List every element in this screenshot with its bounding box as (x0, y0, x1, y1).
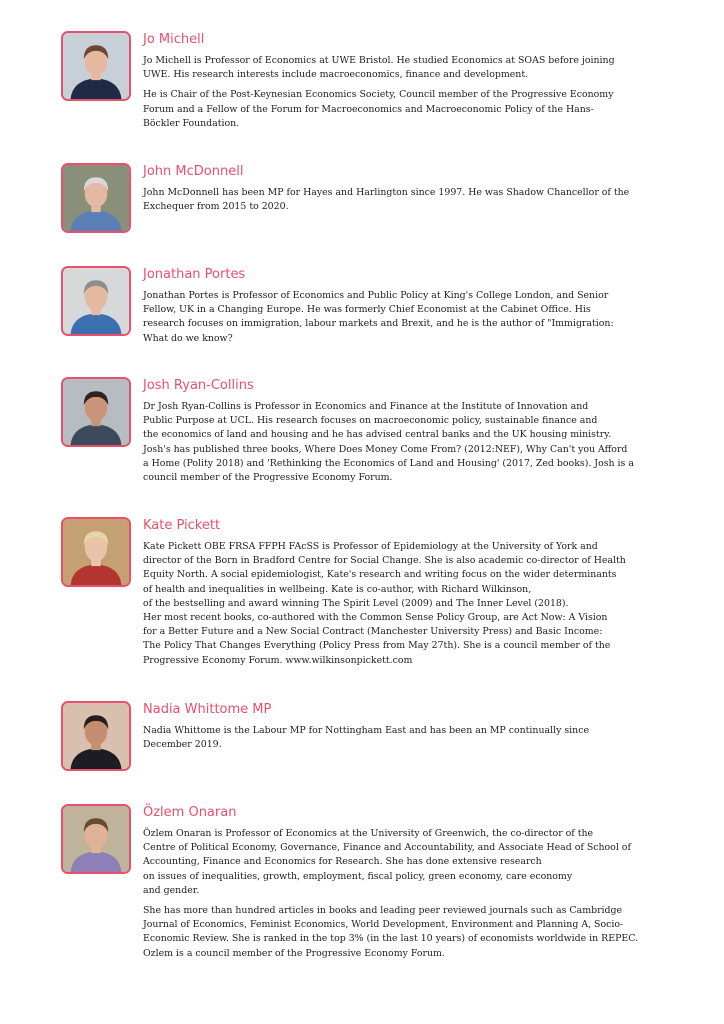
bio-line: Her most recent books, co-authored with the Common Sense Policy Group, are Act Now: A Vision (143, 612, 608, 624)
bio-line: Ozlem is a council member of the Progressive Economy Forum. (143, 947, 445, 959)
bio-text (143, 163, 675, 220)
bio-name: Kate Pickett (143, 518, 221, 533)
bio-line: Forum and a Fellow of the Forum for Macroeconomics and Macroeconomic Policy of the Hans- (143, 103, 594, 115)
bio-text (143, 701, 675, 758)
bio-text (143, 266, 675, 352)
bio-paragraph (143, 827, 675, 898)
bio-text (143, 377, 675, 491)
bio-paragraph (143, 289, 675, 346)
portrait-photo (61, 804, 131, 874)
portrait-photo (61, 266, 131, 336)
portrait-photo (61, 163, 131, 233)
bio-paragraph (143, 540, 675, 668)
bio-line: John McDonnell has been MP for Hayes and Harlington since 1997. He was Shadow Chancellor of the (143, 187, 630, 198)
portrait-photo (61, 701, 131, 771)
bio-line: Equity North. A social epidemiologist, Kate's research and writing focus on the wider determinants (143, 569, 617, 581)
bio-line: Journal of Economics, Feminist Economics, World Development, Environment and Planning A, Socio- (143, 919, 624, 931)
bio-line: Josh's has published three books, Where Does Money Come From? (2012:NEF), Why Can't you Afford (143, 443, 628, 455)
bio-paragraph (143, 724, 675, 752)
bio-line: Fellow, UK in a Changing Europe. He was formerly Chief Economist at the Cabinet Office. His (143, 304, 591, 316)
bio-line: Jonathan Portes is Professor of Economics and Public Policy at King's College London, and Senior (143, 290, 609, 301)
bio-line: director of the Born in Bradford Centre for Social Change. She is also academic co-director of Health (143, 555, 626, 567)
bio-line: Böckler Foundation. (143, 117, 240, 129)
bio-line: Nadia Whittome is the Labour MP for Nottingham East and has been an MP continually since (143, 725, 590, 736)
bio-name: Jo Michell (143, 32, 205, 47)
bio-line: Accounting, Finance and Economics for Research. She has done extensive research (143, 856, 542, 868)
bio-line: Exchequer from 2015 to 2020. (143, 201, 289, 213)
bio-line: Özlem Onaran is Professor of Economics at the University of Greenwich, the co-director of the (143, 828, 594, 839)
bio-line: December 2019. (143, 739, 222, 751)
bio-line: The Policy That Changes Everything (Policy Press from May 27th). She is a council member of the (143, 640, 611, 652)
bio-line: of health and inequalities in wellbeing. Kate is co-author, with Richard Wilkinson, (143, 583, 532, 595)
bio-text (143, 517, 675, 674)
bio-name: Nadia Whittome MP (143, 702, 272, 717)
bio-line: She has more than hundred articles in books and leading peer reviewed journals such as Cambridge (143, 905, 623, 917)
bio-text (143, 804, 675, 967)
bio-line: council member of the Progressive Economy Forum. (143, 472, 393, 484)
portrait-photo (61, 377, 131, 447)
portrait-photo (61, 517, 131, 587)
bio-text (143, 31, 675, 137)
bio-line: Economic Review. She is ranked in the top 3% (in the last 10 years) of economists worldwide in REPEC. (143, 933, 639, 945)
bio-line: Public Purpose at UCL. His research focuses on macroeconomic policy, sustainable finance and (143, 415, 598, 427)
bio-line: for a Better Future and a New Social Contract (Manchester University Press) and Basic Income: (143, 626, 603, 638)
bio-paragraph (143, 186, 675, 214)
bio-line: Kate Pickett OBE FRSA FFPH FAcSS is Professor of Epidemiology at the University of York and (143, 541, 598, 552)
bio-line: and gender. (143, 884, 200, 896)
bio-line: Dr Josh Ryan-Collins is Professor in Economics and Finance at the Institute of Innovation and (143, 401, 589, 412)
bio-paragraph (143, 400, 675, 485)
bio-line: He is Chair of the Post-Keynesian Economics Society, Council member of the Progressive Economy (143, 89, 614, 101)
bio-line: a Home (Polity 2018) and 'Rethinking the Economics of Land and Housing' (2017, Zed books). Josh is a (143, 457, 634, 469)
bio-line: research focuses on immigration, labour markets and Brexit, and he is the author of "Immigration: (143, 318, 614, 330)
bio-line: the economics of land and housing and he has advised central banks and the UK housing ministry. (143, 429, 612, 441)
bio-paragraph (143, 54, 675, 82)
bio-line: UWE. His research interests include macroeconomics, finance and development. (143, 69, 529, 81)
bio-line: Progressive Economy Forum. www.wilkinsonpickett.com (143, 654, 413, 666)
bio-paragraph (143, 904, 675, 961)
bio-name: Jonathan Portes (143, 267, 246, 282)
portrait-photo (61, 31, 131, 101)
bio-line: What do we know? (143, 332, 233, 344)
bio-line: Centre of Political Economy, Governance, Finance and Accountability, and Associate Head of School of (143, 842, 631, 854)
bio-name: Özlem Onaran (143, 805, 237, 820)
bio-name: Josh Ryan-Collins (143, 378, 254, 393)
bio-line: Jo Michell is Professor of Economics at UWE Bristol. He studied Economics at SOAS before joining (143, 55, 615, 66)
bio-name: John McDonnell (143, 164, 244, 179)
bio-line: on issues of inequalities, growth, employment, fiscal policy, green economy, care economy (143, 870, 573, 882)
bio-paragraph (143, 88, 675, 131)
bio-line: of the bestselling and award winning The Spirit Level (2009) and The Inner Level (2018). (143, 597, 569, 609)
